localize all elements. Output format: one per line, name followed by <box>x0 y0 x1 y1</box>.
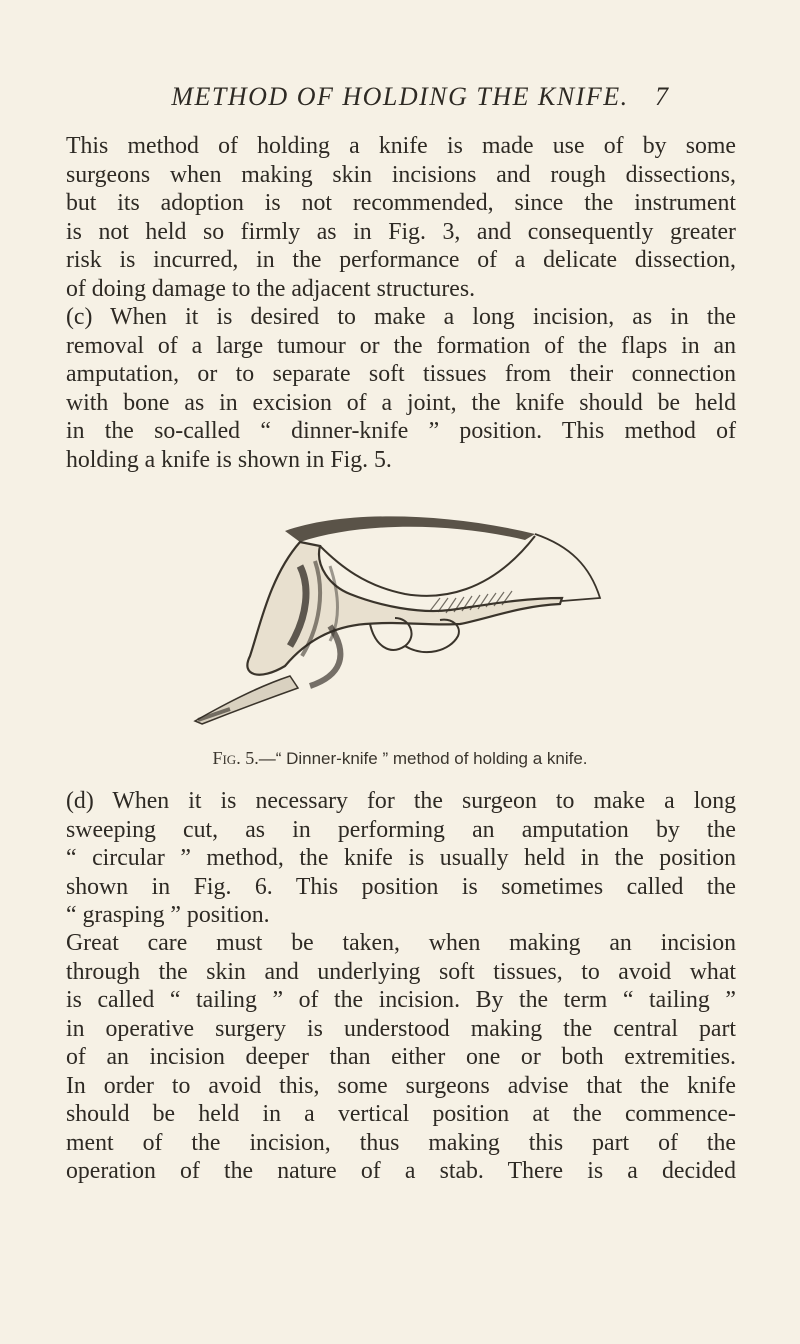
text-line: “ circular ” method, the knife is usually held in the position <box>66 845 736 871</box>
figure-caption <box>0 748 800 769</box>
text-line: ment of the incision, thus making this part of the <box>66 1129 736 1156</box>
text-line: This method of holding a knife is made use of by some <box>66 133 736 159</box>
paragraph-dinner-knife <box>66 303 736 474</box>
text-line: sweeping cut, as in performing an amputation by the <box>66 816 736 843</box>
paragraph-grasping <box>66 787 736 930</box>
running-head: METHOD OF HOLDING THE KNIFE. <box>171 82 629 111</box>
text-line: In order to avoid this, some surgeons advise that the knife <box>66 1072 736 1099</box>
figure-hand-holding-knife <box>190 506 610 736</box>
text-line: in the so-called “ dinner-knife ” position. This method of <box>66 418 736 444</box>
text-line: with bone as in excision of a joint, the knife should be held <box>66 389 736 416</box>
text-line: of an incision deeper than either one or both extremities. <box>66 1044 736 1070</box>
text-line: removal of a large tumour or the formation of the flaps in an <box>66 332 736 359</box>
text-line: through the skin and underlying soft tissues, to avoid what <box>66 958 736 985</box>
text-line: risk is incurred, in the performance of a delicate dissection, <box>66 247 736 273</box>
figure-caption-text: —“ Dinner-knife ” method of holding a knife. <box>258 749 588 768</box>
text-line: “ grasping ” position. <box>66 902 270 928</box>
text-line: Great care must be taken, when making an incision <box>66 930 736 956</box>
text-line: holding a knife is shown in Fig. 5. <box>66 446 392 473</box>
paragraph-tailing <box>66 929 736 1186</box>
text-line: shown in Fig. 6. This position is sometimes called the <box>66 873 736 900</box>
text-line: surgeons when making skin incisions and rough dissections, <box>66 161 736 188</box>
text-line: should be held in a vertical position at the commence- <box>66 1101 736 1127</box>
text-line: of doing damage to the adjacent structures. <box>66 275 476 302</box>
text-line: is called “ tailing ” of the incision. By the term “ tailing ” <box>66 987 736 1013</box>
page-header <box>0 82 800 116</box>
text-line: (d) When it is necessary for the surgeon to make a long <box>66 788 736 814</box>
text-line: amputation, or to separate soft tissues from their connection <box>66 361 736 387</box>
text-line: in operative surgery is understood making the central part <box>66 1015 736 1042</box>
text-line: but its adoption is not recommended, since the instrument <box>66 190 736 216</box>
paragraph-knife-method <box>66 132 736 303</box>
text-line: operation of the nature of a stab. There is a decided <box>66 1158 736 1184</box>
text-line: is not held so firmly as in Fig. 3, and consequently greater <box>66 218 736 245</box>
figure-number: Fig. 5. <box>212 748 259 768</box>
text-line: (c) When it is desired to make a long incision, as in the <box>66 304 736 330</box>
page-number: 7 <box>655 82 668 111</box>
